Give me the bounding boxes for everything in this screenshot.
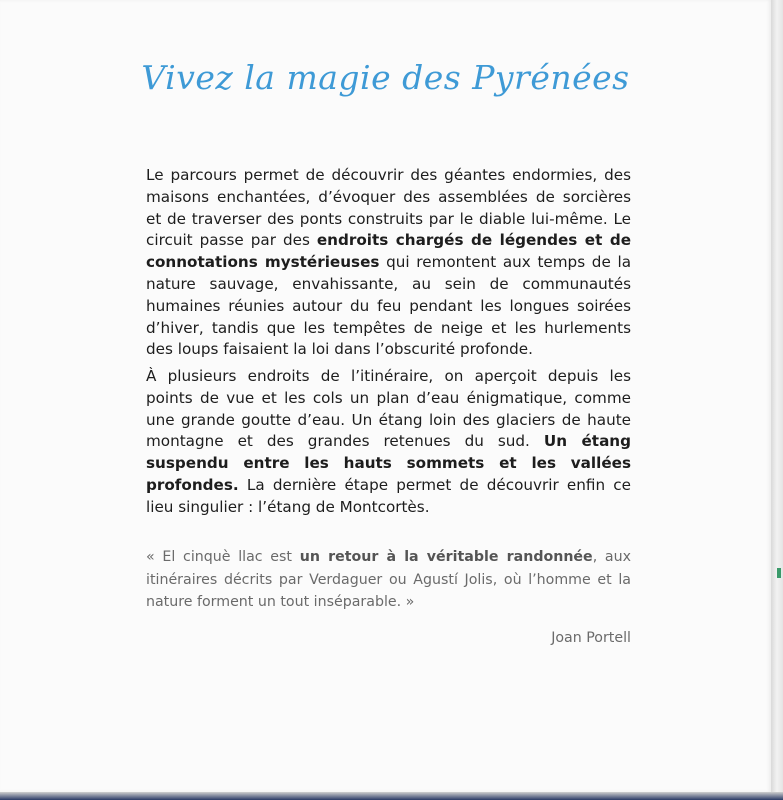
page-edge-right <box>771 0 783 800</box>
quote-author: Joan Portell <box>551 630 631 646</box>
paragraph-1-text-after: qui remontent aux temps de la nature sauvage, envahissante, au sein de communautés humaines réunies autour du feu pendant les longues soirées d’hiver, tandis que les tempêtes de neige et les hurlements des loups faisaient la loi dans l’obscurité profonde. <box>146 253 632 359</box>
paragraph-1-text-before: Le parcours permet de découvrir des géantes endormies, des maisons enchantées, d’évoquer des assemblées de sorcières et de traverser des ponts construits par le diable lui-même. Le circuit passe par des <box>146 166 631 250</box>
paragraph-lake <box>146 366 631 519</box>
paragraph-2-bold: Un étang suspendu entre les hauts sommets et les vallées profondes. <box>146 432 631 494</box>
paragraph-legends <box>146 165 631 361</box>
quote-text-after: , aux itinéraires décrits par Verdaguer ou Agustí Jolis, où l’homme et la nature forment un tout inséparable. » <box>146 549 632 611</box>
page-edge-bottom <box>0 792 783 800</box>
quote-text-before: « El cinquè llac est <box>146 549 300 565</box>
paragraph-2-text-after: La dernière étape permet de découvrir enfin ce lieu singulier : l’étang de Montcortès. <box>146 475 631 516</box>
page-title: Vivez la magie des Pyrénées <box>141 58 630 97</box>
paragraph-2-text-before: À plusieurs endroits de l’itinéraire, on aperçoit depuis les points de vue et les cols un plan d’eau énigmatique, comme une grande goutte d’eau. Un étang loin des glaciers de haute montagne et des grandes retenues du sud. <box>146 367 631 451</box>
pull-quote <box>146 546 631 614</box>
edge-color-mark <box>777 568 781 578</box>
quote-bold: un retour à la véritable randonnée <box>299 549 593 565</box>
paragraph-1-bold: endroits chargés de légendes et de connotations mystérieuses <box>146 231 631 272</box>
